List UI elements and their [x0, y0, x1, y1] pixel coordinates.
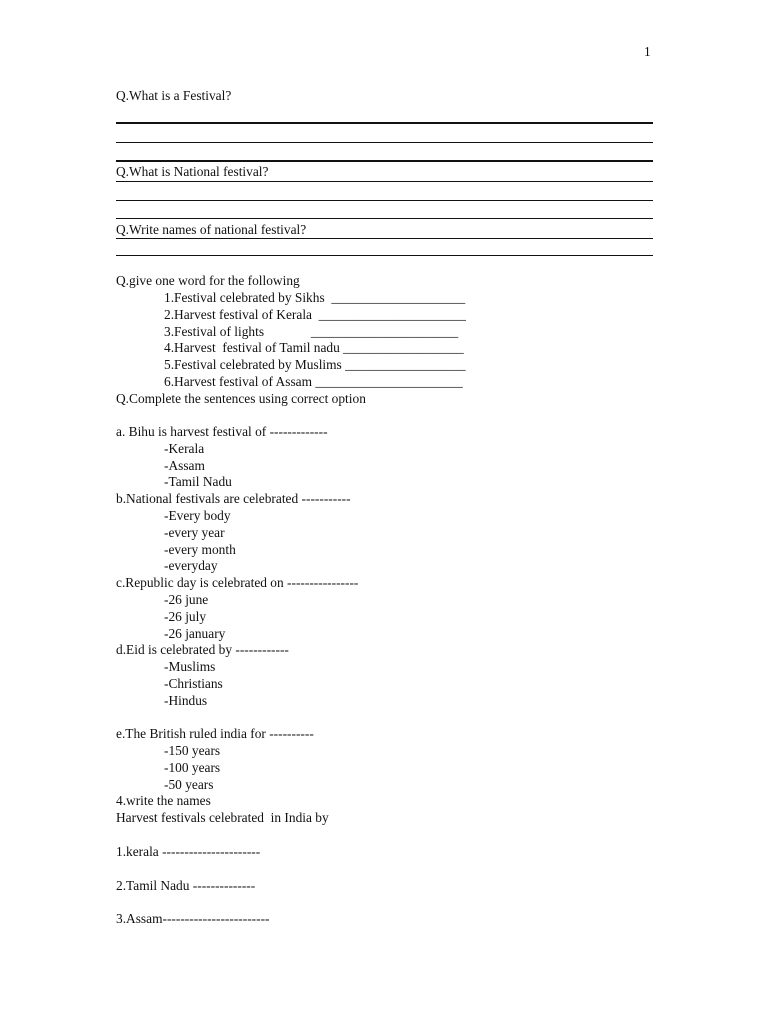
mcq-option: -Christians — [164, 676, 223, 691]
mcq-option: -Tamil Nadu — [164, 474, 232, 489]
mcq-question-d: d.Eid is celebrated by ------------ — [116, 642, 289, 657]
page-number: 1 — [644, 44, 651, 59]
question-write-names: 4.write the names — [116, 793, 211, 808]
mcq-option: -Kerala — [164, 441, 205, 456]
answer-line — [116, 218, 653, 219]
harvest-item: 3.Assam------------------------ — [116, 911, 270, 926]
mcq-option: -every month — [164, 542, 236, 557]
mcq-option: -Assam — [164, 458, 205, 473]
one-word-item: 1.Festival celebrated by Sikhs ____________________ — [164, 290, 466, 305]
mcq-option: -100 years — [164, 760, 221, 775]
one-word-item: 4.Harvest festival of Tamil nadu __________________ — [164, 340, 464, 355]
question-what-is-festival: Q.What is a Festival? — [116, 88, 232, 103]
mcq-option: -Muslims — [164, 659, 216, 674]
mcq-option: -26 july — [164, 609, 207, 624]
harvest-item: 2.Tamil Nadu -------------- — [116, 878, 256, 893]
answer-line — [116, 142, 653, 143]
mcq-question-a: a. Bihu is harvest festival of ------------- — [116, 424, 328, 439]
mcq-option: -26 june — [164, 592, 209, 607]
mcq-option: -Every body — [164, 508, 231, 523]
question-subheading: Harvest festivals celebrated in India by — [116, 810, 329, 825]
mcq-option: -150 years — [164, 743, 221, 758]
answer-line — [116, 160, 653, 162]
harvest-item: 1.kerala ---------------------- — [116, 844, 261, 859]
mcq-option: -50 years — [164, 777, 214, 792]
answer-line — [116, 200, 653, 201]
mcq-question-c: c.Republic day is celebrated on ---------------- — [116, 575, 359, 590]
question-national-festival: Q.What is National festival? — [116, 164, 269, 179]
mcq-question-b: b.National festivals are celebrated ----------- — [116, 491, 351, 506]
one-word-item: 3.Festival of lights ______________________ — [164, 324, 459, 339]
mcq-option: -Hindus — [164, 693, 208, 708]
one-word-item: 6.Harvest festival of Assam ______________________ — [164, 374, 463, 389]
answer-line — [116, 181, 653, 182]
answer-line — [116, 122, 653, 124]
mcq-option: -everyday — [164, 558, 218, 573]
one-word-item: 2.Harvest festival of Kerala ______________________ — [164, 307, 466, 322]
mcq-question-e: e.The British ruled india for ---------- — [116, 726, 314, 741]
question-complete-sentences: Q.Complete the sentences using correct option — [116, 391, 366, 406]
mcq-option: -every year — [164, 525, 225, 540]
one-word-item: 5.Festival celebrated by Muslims __________________ — [164, 357, 466, 372]
answer-line — [116, 255, 653, 256]
answer-line — [116, 238, 653, 239]
mcq-option: -26 january — [164, 626, 226, 641]
question-one-word: Q.give one word for the following — [116, 273, 300, 288]
question-names-national-festival: Q.Write names of national festival? — [116, 222, 307, 237]
